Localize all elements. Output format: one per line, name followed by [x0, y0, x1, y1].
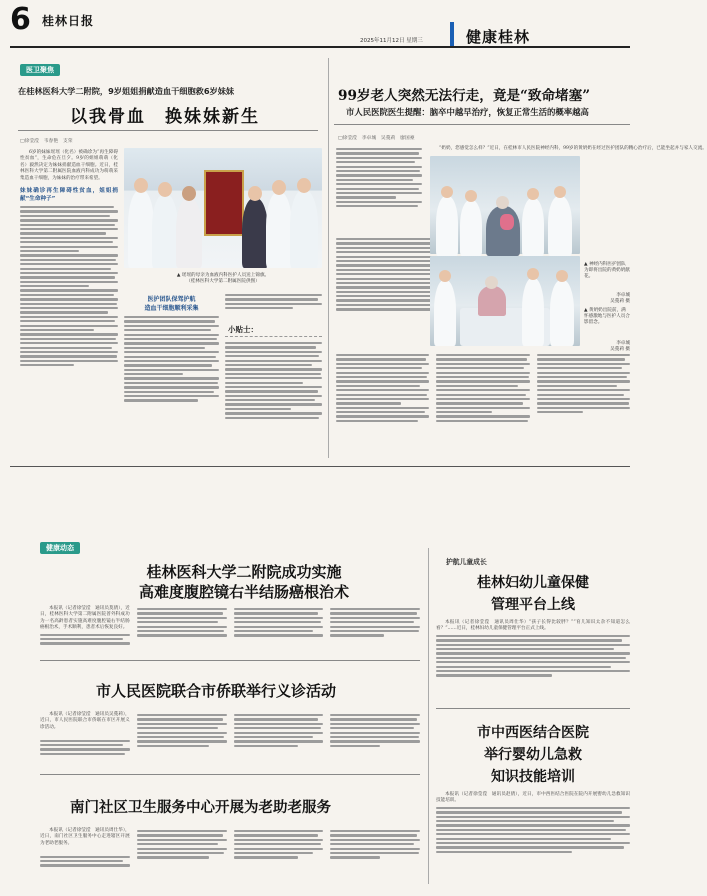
section-tag: 健康动态 — [40, 542, 80, 554]
story1-body-col3 — [225, 292, 322, 322]
story1-intro: 6岁的妹妹瑶瑶（化名）被确诊为“再生障碍性贫血”，生命危在旦夕。9岁的姐姐萌萌（化名）毅然决定为妹妹捐献造血干细胞。近日，桂林医科大学第二附属医院血液内科成功为萌萌采集造血干细胞，为妹妹的治疗带来希望。 — [20, 150, 118, 181]
story6-body — [436, 792, 630, 884]
story2-body-bottom — [336, 352, 630, 458]
section-header — [450, 22, 640, 48]
bedside-photo — [430, 256, 580, 346]
issue-date: 2025年11月12日 星期三 — [360, 38, 423, 44]
column-divider — [428, 548, 429, 884]
banner-plaque — [204, 170, 244, 236]
story4-kicker: 护航儿童成长 — [446, 558, 487, 566]
story-divider — [436, 708, 630, 709]
section-tag: 医卫聚焦 — [20, 64, 60, 76]
story2-body-col1a — [336, 146, 422, 236]
story4-headline: 桂林妇幼儿童保健 管理平台上线 — [477, 575, 589, 613]
award-photo — [124, 148, 322, 268]
story3-body — [40, 606, 420, 656]
headline-rule — [334, 124, 630, 125]
story4-lead: 本报讯（记者徐莹滢 通讯员周仕华）“孩子长得比较胖？”“育儿知识太杂不知道怎么看？”……近日，桂林妇幼儿童保健管理平台正式上线。 — [436, 620, 630, 632]
story2-credit2: 李卓城 吴蔓莉 摄 — [610, 341, 630, 352]
bouquet — [500, 214, 514, 230]
page-number: 6 — [10, 2, 31, 37]
story3-lead: 本报讯（记者徐莹滢 通讯员莫倩），近日，桂林医科大学第二附属医院普外科成功为一名高龄患者实施高难度腹腔镜右半结肠癌根治术，手术顺利，患者术后恢复良好。 — [40, 606, 130, 631]
story7-headline: 南门社区卫生服务中心开展为老助老服务 — [70, 799, 331, 816]
story-divider — [40, 774, 420, 775]
story1-byline: □徐莹滢 韦春艳 支荣 — [20, 139, 73, 144]
story1-kicker: 在桂林医科大学二附院，9岁姐姐捐献造血干细胞救6岁妹妹 — [18, 86, 235, 96]
paper-name: 桂林日报 — [42, 14, 95, 28]
story2-deck: 市人民医院医生提醒：脑卒中越早治疗，恢复正常生活的概率越高 — [346, 107, 589, 117]
story1-body-col1 — [20, 150, 118, 458]
section-title: 健康桂林 — [466, 28, 531, 46]
story-divider — [40, 660, 420, 661]
story6-headline: 市中西医结合医院 举行婴幼儿急救 知识技能培训 — [477, 725, 589, 785]
story7-lead: 本报讯（记者徐莹滢 通讯员周仕华），近日，南门社区卫生服务中心走进辖区开展为老助老服务。 — [40, 828, 130, 846]
story1-subhead1: 妹妹确诊再生障碍性贫血，姐姐捐献“生命种子” — [20, 188, 118, 203]
column-divider — [328, 58, 329, 458]
story5-lead: 本报讯（记者徐莹滢 通讯员吴蔓莉），近日，市人民医院联合市侨联在市区开展义诊活动。 — [40, 712, 130, 730]
story2-byline: □徐莹滢 李卓城 吴蔓莉 廖国豪 — [338, 136, 415, 141]
story2-caption1: ▲ 神经内科医护团队为即将出院的黄奶奶献花。 — [584, 262, 630, 280]
story5-body — [40, 712, 420, 768]
headline-rule — [18, 130, 318, 131]
top-rule — [10, 46, 630, 48]
story2-intro: “奶奶，您感觉怎么样？”近日，在桂林市人民医院神经内科，99岁的黄奶奶在经过医护团队的精心治疗后，已能坐起并与家人交流。 — [439, 146, 707, 151]
section-rule — [10, 466, 630, 467]
story1-caption: ▲ 瑶瑶的母亲为血液内科医护人员送上锦旗。 （桂林医科大学第二附属医院供图） — [176, 273, 270, 284]
story2-headline: 99岁老人突然无法行走，竟是“致命堵塞” — [338, 88, 591, 104]
story1-body-col2 — [124, 292, 219, 458]
story3-headline: 桂林医科大学二附院成功实施 高难度腹腔镜右半结肠癌根治术 — [138, 563, 349, 601]
story4-body — [436, 620, 630, 704]
story1-headline: 以我骨血 换妹妹新生 — [70, 107, 260, 127]
tips-box-title: 小贴士： — [228, 325, 258, 334]
flower-photo — [430, 156, 580, 254]
story5-headline: 市人民医院联合市侨联举行义诊活动 — [96, 682, 337, 700]
masthead — [0, 0, 640, 48]
story2-caption2: ▲ 黄奶奶出院前，满怀感激地与医护人员合影留念。 — [584, 308, 630, 326]
story6-lead: 本报讯（记者徐莹滢 通讯员赵倩），近日，市中西医结合医院在院内开展婴幼儿急救知识技能培训。 — [436, 792, 630, 804]
story2-credit1: 李卓城 吴蔓莉 摄 — [610, 293, 630, 304]
tips-box — [225, 336, 322, 458]
story1-subhead2: 医护团队保驾护航 造血干细胞顺利采集 — [144, 296, 199, 312]
story7-body — [40, 828, 420, 880]
